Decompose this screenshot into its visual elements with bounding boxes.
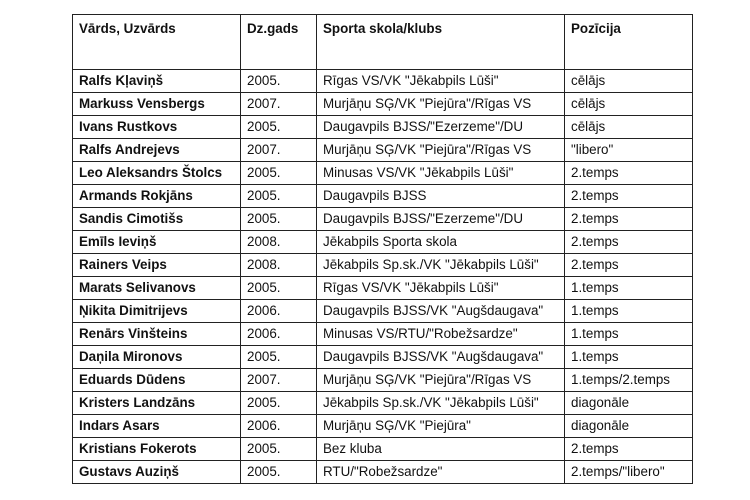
cell-club: Daugavpils BJSS/VK "Augšdaugava"	[317, 300, 565, 323]
cell-club: Jēkabpils Sp.sk./VK "Jēkabpils Lūši"	[317, 254, 565, 277]
header-position: Pozīcija	[565, 15, 693, 70]
cell-birth-year: 2005.	[241, 70, 317, 93]
cell-position: diagonāle	[565, 415, 693, 438]
cell-position: diagonāle	[565, 392, 693, 415]
cell-birth-year: 2005.	[241, 208, 317, 231]
cell-birth-year: 2007.	[241, 369, 317, 392]
cell-position: 2.temps	[565, 438, 693, 461]
cell-club: RTU/"Robežsardze"	[317, 461, 565, 484]
cell-club: Daugavpils BJSS/"Ezerzeme"/DU	[317, 116, 565, 139]
cell-position: cēlājs	[565, 93, 693, 116]
header-birth-year: Dz.gads	[241, 15, 317, 70]
cell-club: Jēkabpils Sporta skola	[317, 231, 565, 254]
cell-position: cēlājs	[565, 116, 693, 139]
cell-position: 2.temps	[565, 162, 693, 185]
cell-position: 2.temps/"libero"	[565, 461, 693, 484]
cell-name: Emīls Ieviņš	[73, 231, 241, 254]
cell-name: Eduards Dūdens	[73, 369, 241, 392]
table-row	[73, 139, 693, 162]
table-row	[73, 70, 693, 93]
cell-name: Leo Aleksandrs Štolcs	[73, 162, 241, 185]
cell-name: Ivans Rustkovs	[73, 116, 241, 139]
cell-birth-year: 2007.	[241, 93, 317, 116]
table-header-row	[73, 15, 693, 70]
cell-club: Daugavpils BJSS/VK "Augšdaugava"	[317, 346, 565, 369]
cell-birth-year: 2008.	[241, 254, 317, 277]
cell-position: cēlājs	[565, 70, 693, 93]
cell-club: Jēkabpils Sp.sk./VK "Jēkabpils Lūši"	[317, 392, 565, 415]
cell-position: 1.temps	[565, 323, 693, 346]
table-row	[73, 208, 693, 231]
table-row	[73, 300, 693, 323]
table-body	[73, 70, 693, 484]
cell-name: Markuss Vensbergs	[73, 93, 241, 116]
cell-club: Murjāņu SĢ/VK "Piejūra"/Rīgas VS	[317, 369, 565, 392]
table-row	[73, 461, 693, 484]
table-row	[73, 116, 693, 139]
cell-name: Kristians Fokerots	[73, 438, 241, 461]
cell-birth-year: 2005.	[241, 277, 317, 300]
header-name: Vārds, Uzvārds	[73, 15, 241, 70]
table-row	[73, 162, 693, 185]
cell-position: 2.temps	[565, 254, 693, 277]
cell-name: Renārs Vinšteins	[73, 323, 241, 346]
cell-club: Murjāņu SĢ/VK "Piejūra"/Rīgas VS	[317, 93, 565, 116]
cell-name: Daņila Mironovs	[73, 346, 241, 369]
cell-name: Sandis Cimotišs	[73, 208, 241, 231]
table-row	[73, 392, 693, 415]
cell-name: Kristers Landzāns	[73, 392, 241, 415]
cell-club: Rīgas VS/VK "Jēkabpils Lūši"	[317, 70, 565, 93]
cell-club: Murjāņu SĢ/VK "Piejūra"/Rīgas VS	[317, 139, 565, 162]
cell-club: Minusas VS/VK "Jēkabpils Lūši"	[317, 162, 565, 185]
cell-position: 2.temps	[565, 185, 693, 208]
cell-name: Armands Rokjāns	[73, 185, 241, 208]
table-row	[73, 323, 693, 346]
cell-birth-year: 2005.	[241, 346, 317, 369]
player-roster-table	[72, 14, 693, 484]
cell-birth-year: 2005.	[241, 461, 317, 484]
table-row	[73, 93, 693, 116]
table-row	[73, 277, 693, 300]
table-row	[73, 254, 693, 277]
cell-birth-year: 2005.	[241, 185, 317, 208]
cell-club: Daugavpils BJSS/"Ezerzeme"/DU	[317, 208, 565, 231]
cell-name: Indars Asars	[73, 415, 241, 438]
cell-birth-year: 2005.	[241, 438, 317, 461]
table-row	[73, 185, 693, 208]
cell-position: 1.temps	[565, 277, 693, 300]
cell-name: Ralfs Kļaviņš	[73, 70, 241, 93]
cell-position: 2.temps	[565, 208, 693, 231]
cell-club: Daugavpils BJSS	[317, 185, 565, 208]
cell-birth-year: 2005.	[241, 116, 317, 139]
table-row	[73, 369, 693, 392]
cell-birth-year: 2005.	[241, 162, 317, 185]
cell-name: Ņikita Dimitrijevs	[73, 300, 241, 323]
cell-club: Bez kluba	[317, 438, 565, 461]
cell-name: Gustavs Auziņš	[73, 461, 241, 484]
table-row	[73, 438, 693, 461]
header-club: Sporta skola/klubs	[317, 15, 565, 70]
cell-club: Rīgas VS/VK "Jēkabpils Lūši"	[317, 277, 565, 300]
cell-position: 1.temps	[565, 346, 693, 369]
cell-birth-year: 2006.	[241, 415, 317, 438]
cell-birth-year: 2006.	[241, 300, 317, 323]
cell-position: 2.temps	[565, 231, 693, 254]
cell-position: "libero"	[565, 139, 693, 162]
table-row	[73, 415, 693, 438]
cell-birth-year: 2005.	[241, 392, 317, 415]
table-row	[73, 231, 693, 254]
cell-name: Marats Selivanovs	[73, 277, 241, 300]
cell-birth-year: 2008.	[241, 231, 317, 254]
table-row	[73, 346, 693, 369]
cell-club: Minusas VS/RTU/"Robežsardze"	[317, 323, 565, 346]
cell-position: 1.temps/2.temps	[565, 369, 693, 392]
cell-name: Ralfs Andrejevs	[73, 139, 241, 162]
cell-name: Rainers Veips	[73, 254, 241, 277]
cell-club: Murjāņu SĢ/VK "Piejūra"	[317, 415, 565, 438]
cell-birth-year: 2006.	[241, 323, 317, 346]
cell-birth-year: 2007.	[241, 139, 317, 162]
cell-position: 1.temps	[565, 300, 693, 323]
